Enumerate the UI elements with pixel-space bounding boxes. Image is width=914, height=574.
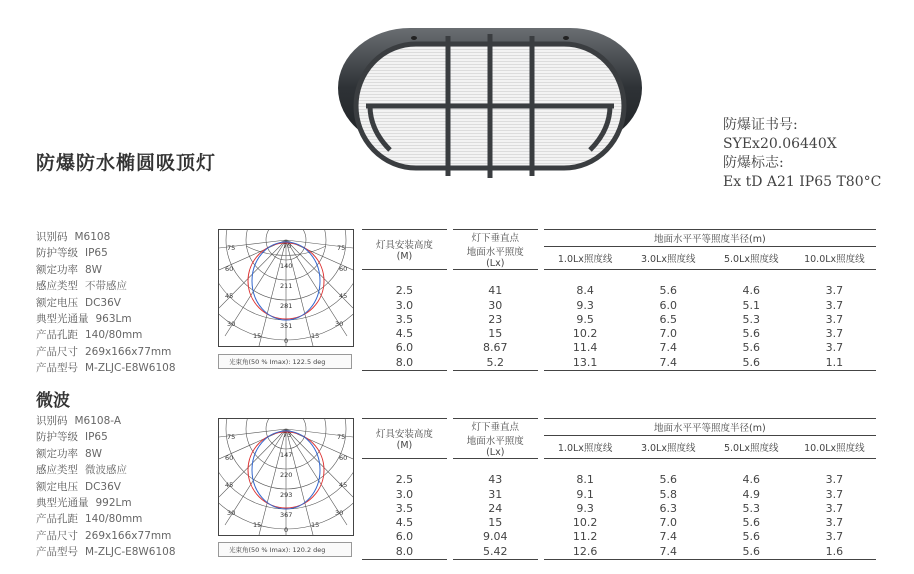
spec-label: 产品尺寸 xyxy=(36,529,78,542)
col-header-10lx: 10.0Lx照度线 xyxy=(793,247,876,270)
spec-row xyxy=(36,528,176,544)
spec-label: 额定功率 xyxy=(36,447,78,460)
cell-r5: 5.6 xyxy=(742,516,760,530)
cell-r5: 4.6 xyxy=(742,473,760,487)
angle-label: 75 xyxy=(227,433,236,441)
cell-r1: 12.6 xyxy=(544,545,627,560)
angle-label: 60 xyxy=(225,265,234,273)
ring-label: 147 xyxy=(280,451,293,459)
cell-lux: 30 xyxy=(488,298,503,312)
spec-row xyxy=(36,479,176,495)
polar-diagram xyxy=(218,418,354,536)
illuminance-table xyxy=(362,418,876,560)
cell-r3: 5.8 xyxy=(659,487,677,501)
col-header-height: 灯具安装高度 xyxy=(375,429,433,440)
table-row xyxy=(362,502,876,516)
spec-row xyxy=(36,462,176,478)
spec-value: 269x166x77mm xyxy=(85,345,172,358)
cell-lux: 24 xyxy=(488,501,503,515)
ring-label: 293 xyxy=(280,491,293,499)
spec-value: 140/80mm xyxy=(85,513,143,526)
cell-lux: 15 xyxy=(488,516,503,530)
cell-height: 3.0 xyxy=(395,487,414,501)
cell-r1: 9.1 xyxy=(576,487,594,501)
cell-height: 3.5 xyxy=(395,312,414,326)
cell-r10: 3.7 xyxy=(825,487,844,501)
spec-row xyxy=(36,446,176,462)
spec-value: 140/80mm xyxy=(85,329,143,342)
spec-value: 963Lm xyxy=(95,313,132,326)
cell-lux: 15 xyxy=(488,327,503,341)
spec-value: M6108-A xyxy=(74,415,122,427)
cell-lux: 5.42 xyxy=(453,545,538,560)
angle-label: 15 xyxy=(253,521,262,529)
cell-r3: 7.4 xyxy=(659,341,677,355)
spec-label: 感应类型 xyxy=(36,280,78,293)
spec-label: 防护等级 xyxy=(36,247,78,260)
spec-label: 产品尺寸 xyxy=(36,345,78,358)
cell-height: 6.0 xyxy=(395,341,414,355)
product-title: 防爆防水椭圆吸顶灯 xyxy=(36,152,217,174)
table-row xyxy=(362,299,876,313)
product-image xyxy=(330,20,650,190)
cell-r1: 8.1 xyxy=(576,473,594,487)
cell-r10: 3.7 xyxy=(825,312,844,326)
spec-row xyxy=(36,544,176,560)
cell-height: 2.5 xyxy=(395,473,414,487)
angle-label: 60 xyxy=(339,265,348,273)
cell-height: 6.0 xyxy=(395,530,414,544)
col-header-3lx: 3.0Lx照度线 xyxy=(627,436,710,459)
spec-row xyxy=(36,278,176,294)
spec-row xyxy=(36,360,176,376)
col-header-height-unit: (M) xyxy=(396,440,413,451)
ring-label: 73 xyxy=(283,431,292,439)
certificate-block xyxy=(723,116,881,192)
angle-label: 30 xyxy=(227,509,236,517)
col-header-1lx: 1.0Lx照度线 xyxy=(544,247,627,270)
cell-r3: 5.6 xyxy=(659,473,677,487)
cell-r1: 13.1 xyxy=(544,356,627,371)
cell-height: 8.0 xyxy=(362,545,447,560)
angle-label: 0 xyxy=(284,526,289,534)
cell-r3: 6.0 xyxy=(659,298,677,312)
table-row xyxy=(362,284,876,298)
illuminance-table xyxy=(362,229,876,371)
angle-label: 60 xyxy=(339,454,348,462)
spec-value: IP65 xyxy=(85,431,108,444)
ring-label: 351 xyxy=(280,322,293,330)
polar-svg xyxy=(219,419,353,535)
spec-label: 产品型号 xyxy=(36,362,78,375)
spec-row xyxy=(36,295,176,311)
cell-r10: 3.7 xyxy=(825,284,844,298)
ring-label: 140 xyxy=(280,262,293,270)
angle-label: 30 xyxy=(227,320,236,328)
cell-r1: 10.2 xyxy=(572,516,598,530)
col-header-lux: 灯下垂直点 xyxy=(471,233,520,244)
ring-label: 211 xyxy=(280,282,293,290)
spec-row xyxy=(36,327,176,343)
ring-label: 367 xyxy=(280,511,293,519)
spec-label: 产品孔距 xyxy=(36,329,78,342)
angle-label: 75 xyxy=(337,433,346,441)
spec-label: 识别码 xyxy=(36,415,68,427)
beam-angle-caption: 光束角(50 % Imax): 120.2 deg xyxy=(218,542,352,557)
beam-angle-caption: 光束角(50 % Imax): 122.5 deg xyxy=(218,354,352,369)
cell-r5: 5.6 xyxy=(710,356,793,371)
polar-diagram xyxy=(218,229,354,347)
table-row xyxy=(362,488,876,502)
cell-r1: 10.2 xyxy=(572,327,598,341)
spec-value: 不带感应 xyxy=(85,280,127,293)
col-header-radius-group: 地面水平平等照度半径(m) xyxy=(544,419,876,436)
cell-r5: 5.3 xyxy=(742,501,760,515)
spec-value: 8W xyxy=(85,447,103,460)
spec-row xyxy=(36,311,176,327)
angle-label: 45 xyxy=(339,292,348,300)
angle-label: 15 xyxy=(253,332,262,340)
cell-r10: 1.1 xyxy=(793,356,876,371)
spec-value: IP65 xyxy=(85,247,108,260)
cell-lux: 5.2 xyxy=(453,356,538,371)
spec-row xyxy=(36,495,176,511)
col-header-radius-group: 地面水平平等照度半径(m) xyxy=(544,230,876,247)
spec-row xyxy=(36,511,176,527)
table-row xyxy=(362,473,876,487)
spec-row xyxy=(36,229,176,245)
spec-row xyxy=(36,429,176,445)
spec-label: 防护等级 xyxy=(36,431,78,444)
angle-label: 30 xyxy=(335,320,344,328)
cell-r3: 7.4 xyxy=(627,545,710,560)
col-header-lux-unit: (Lx) xyxy=(486,447,505,458)
spec-value: M6108 xyxy=(74,231,111,243)
angle-label: 45 xyxy=(225,481,234,489)
cell-r1: 11.4 xyxy=(572,341,598,355)
spec-label: 典型光通量 xyxy=(36,497,89,510)
cell-r1: 11.2 xyxy=(572,530,598,544)
cell-r5: 5.6 xyxy=(710,545,793,560)
col-header-5lx: 5.0Lx照度线 xyxy=(710,247,793,270)
cell-r3: 7.0 xyxy=(659,516,677,530)
col-header-lux-2: 地面水平照度 xyxy=(466,436,524,447)
spec-value: 8W xyxy=(85,263,103,276)
spec-value: M-ZLJC-E8W6108 xyxy=(85,546,176,559)
cell-r3: 7.4 xyxy=(659,530,677,544)
cell-r10: 3.7 xyxy=(825,298,844,312)
cell-r3: 6.3 xyxy=(659,501,677,515)
spec-label: 产品孔距 xyxy=(36,513,78,526)
cell-r3: 6.5 xyxy=(659,312,677,326)
cell-r3: 7.0 xyxy=(659,327,677,341)
spec-value: M-ZLJC-E8W6108 xyxy=(85,362,176,375)
col-header-10lx: 10.0Lx照度线 xyxy=(793,436,876,459)
angle-label: 75 xyxy=(227,244,236,252)
cell-r10: 3.7 xyxy=(825,516,844,530)
cell-r5: 5.6 xyxy=(742,327,760,341)
angle-label: 75 xyxy=(337,244,346,252)
cell-r10: 1.6 xyxy=(793,545,876,560)
mark-label: 防爆标志: xyxy=(723,155,784,171)
table-row xyxy=(362,545,876,560)
angle-label: 45 xyxy=(225,292,234,300)
polar-svg xyxy=(219,230,353,346)
cell-height: 4.5 xyxy=(395,516,414,530)
col-header-5lx: 5.0Lx照度线 xyxy=(710,436,793,459)
spec-label: 额定电压 xyxy=(36,296,78,309)
cell-r1: 8.4 xyxy=(576,284,594,298)
cell-lux: 43 xyxy=(488,473,503,487)
cell-r5: 5.1 xyxy=(742,298,760,312)
section-title-microwave: 微波 xyxy=(36,391,70,411)
cell-r10: 3.7 xyxy=(825,501,844,515)
cell-r1: 9.5 xyxy=(576,312,594,326)
spec-label: 额定功率 xyxy=(36,263,78,276)
col-header-1lx: 1.0Lx照度线 xyxy=(544,436,627,459)
table-row xyxy=(362,327,876,341)
spec-label: 识别码 xyxy=(36,231,68,243)
cell-r10: 3.7 xyxy=(825,341,844,355)
cell-height: 8.0 xyxy=(362,356,447,371)
cell-r5: 4.6 xyxy=(742,284,760,298)
cell-lux: 23 xyxy=(488,312,503,326)
spec-label: 产品型号 xyxy=(36,546,78,559)
spec-value: DC36V xyxy=(85,296,121,309)
table-row xyxy=(362,530,876,544)
table-row xyxy=(362,341,876,355)
table-row xyxy=(362,356,876,371)
cell-lux: 31 xyxy=(488,487,503,501)
cell-r5: 5.6 xyxy=(742,341,760,355)
cell-r3: 5.6 xyxy=(659,284,677,298)
spec-value: 269x166x77mm xyxy=(85,529,172,542)
cell-lux: 9.04 xyxy=(483,530,508,544)
spec-label: 感应类型 xyxy=(36,464,78,477)
spec-label: 典型光通量 xyxy=(36,313,89,326)
col-header-lux: 灯下垂直点 xyxy=(471,422,520,433)
cell-r1: 9.3 xyxy=(576,501,594,515)
cell-r5: 4.9 xyxy=(742,487,760,501)
angle-label: 45 xyxy=(339,481,348,489)
cert-value: SYEx20.06440X xyxy=(723,136,837,152)
cell-r10: 3.7 xyxy=(825,530,844,544)
angle-label: 15 xyxy=(311,332,320,340)
spec-row xyxy=(36,262,176,278)
angle-label: 0 xyxy=(284,337,289,345)
cell-lux: 8.67 xyxy=(483,341,508,355)
spec-value: 微波感应 xyxy=(85,464,127,477)
angle-label: 30 xyxy=(335,509,344,517)
spec-row xyxy=(36,413,176,429)
cell-height: 4.5 xyxy=(395,327,414,341)
cell-r5: 5.3 xyxy=(742,312,760,326)
cell-r1: 9.3 xyxy=(576,298,594,312)
col-header-lux-unit: (Lx) xyxy=(486,258,505,269)
ring-label: 70 xyxy=(283,242,292,250)
mark-value: Ex tD A21 IP65 T80°C xyxy=(723,174,882,190)
spec-value: DC36V xyxy=(85,480,121,493)
ring-label: 281 xyxy=(280,302,293,310)
cell-r5: 5.6 xyxy=(742,530,760,544)
angle-label: 60 xyxy=(225,454,234,462)
cell-height: 3.0 xyxy=(395,298,414,312)
angle-label: 15 xyxy=(311,521,320,529)
table-row xyxy=(362,516,876,530)
col-header-3lx: 3.0Lx照度线 xyxy=(627,247,710,270)
cell-r10: 3.7 xyxy=(825,327,844,341)
ring-label: 220 xyxy=(280,471,293,479)
cert-label: 防爆证书号: xyxy=(723,117,798,133)
col-header-lux-2: 地面水平照度 xyxy=(466,247,524,258)
col-header-height: 灯具安装高度 xyxy=(375,240,433,251)
cell-height: 3.5 xyxy=(395,501,414,515)
spec-row xyxy=(36,245,176,261)
spec-row xyxy=(36,344,176,360)
cell-r3: 7.4 xyxy=(627,356,710,371)
table-row xyxy=(362,313,876,327)
spec-label: 额定电压 xyxy=(36,480,78,493)
spec-list xyxy=(36,413,176,561)
col-header-height-unit: (M) xyxy=(396,251,413,262)
spec-list xyxy=(36,229,176,377)
cell-r10: 3.7 xyxy=(825,473,844,487)
spec-value: 992Lm xyxy=(95,497,132,510)
cell-height: 2.5 xyxy=(395,284,414,298)
cell-lux: 41 xyxy=(488,284,503,298)
